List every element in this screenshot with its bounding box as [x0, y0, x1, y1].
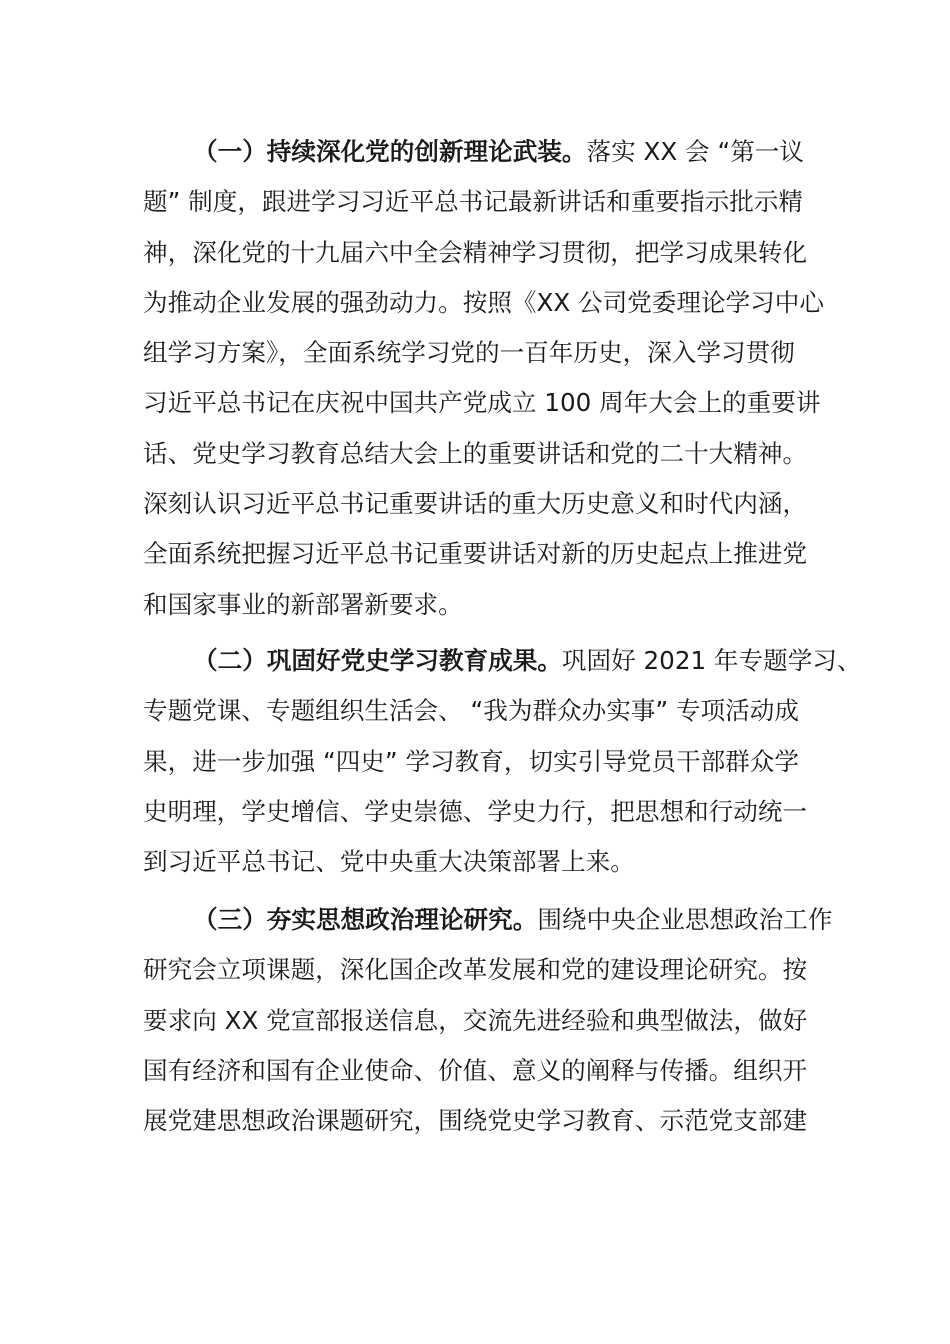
paragraph-first-line: [143, 636, 862, 686]
paragraph-text: 围绕中央企业思想政治工作: [537, 905, 833, 934]
paragraph-line: 国有经济和国有企业使命、价值、意义的阐释与传播。组织开: [143, 1055, 808, 1085]
paragraph-1: [143, 127, 824, 630]
paragraph-line: 研究会立项课题，深化国企改革发展和党的建设理论研究。按: [143, 955, 808, 985]
paragraph-line: 话、党史学习教育总结大会上的重要讲话和党的二十大精神。: [143, 438, 808, 468]
paragraph-first-line: [143, 895, 833, 945]
paragraph-3: [143, 895, 833, 1146]
paragraph-text: 巩固好 2021 年专题学习、: [561, 646, 862, 675]
paragraph-first-line: [143, 127, 808, 177]
paragraph-line: 深刻认识习近平总书记重要讲话的重大历史意义和时代内涵，: [143, 489, 808, 519]
paragraph-line: 全面系统把握习近平总书记重要讲话对新的历史起点上推进党: [143, 539, 808, 569]
paragraph-line: 习近平总书记在庆祝中国共产党成立 100 周年大会上的重要讲: [143, 388, 821, 418]
paragraph-line: 专题党课、专题组织生活会、 “我为群众办实事” 专项活动成: [143, 696, 799, 726]
paragraph-line: 组学习方案》，全面系统学习党的一百年历史，深入学习贯彻: [143, 338, 795, 368]
paragraph-line: 和国家事业的新部署新要求。: [143, 589, 463, 619]
paragraph-line: 史明理，学史增信、学史崇德、学史力行，把思想和行动统一: [143, 796, 808, 826]
paragraph-line: 题” 制度，跟进学习习近平总书记最新讲话和重要指示批示精: [143, 187, 803, 217]
paragraph-line: 果，进一步加强 “四史” 学习教育，切实引导党员干部群众学: [143, 746, 799, 776]
paragraph-line: 到习近平总书记、党中央重大决策部署上来。: [143, 847, 635, 877]
paragraph-heading: （一）持续深化党的创新理论武装。: [193, 137, 587, 166]
paragraph-line: 神，深化党的十九届六中全会精神学习贯彻，把学习成果转化: [143, 237, 808, 267]
paragraph-heading: （三）夯实思想政治理论研究。: [193, 905, 538, 934]
paragraph-line: 展党建思想政治课题研究，围绕党史学习教育、示范党支部建: [143, 1106, 808, 1136]
paragraph-line: 要求向 XX 党宣部报送信息，交流先进经验和典型做法，做好: [143, 1005, 808, 1035]
paragraph-line: 为推动企业发展的强劲动力。按照《XX 公司党委理论学习中心: [143, 287, 824, 317]
paragraph-heading: （二）巩固好党史学习教育成果。: [193, 646, 562, 675]
paragraph-text: 落实 XX 会 “第一议: [586, 137, 804, 166]
paragraph-2: [143, 636, 862, 887]
